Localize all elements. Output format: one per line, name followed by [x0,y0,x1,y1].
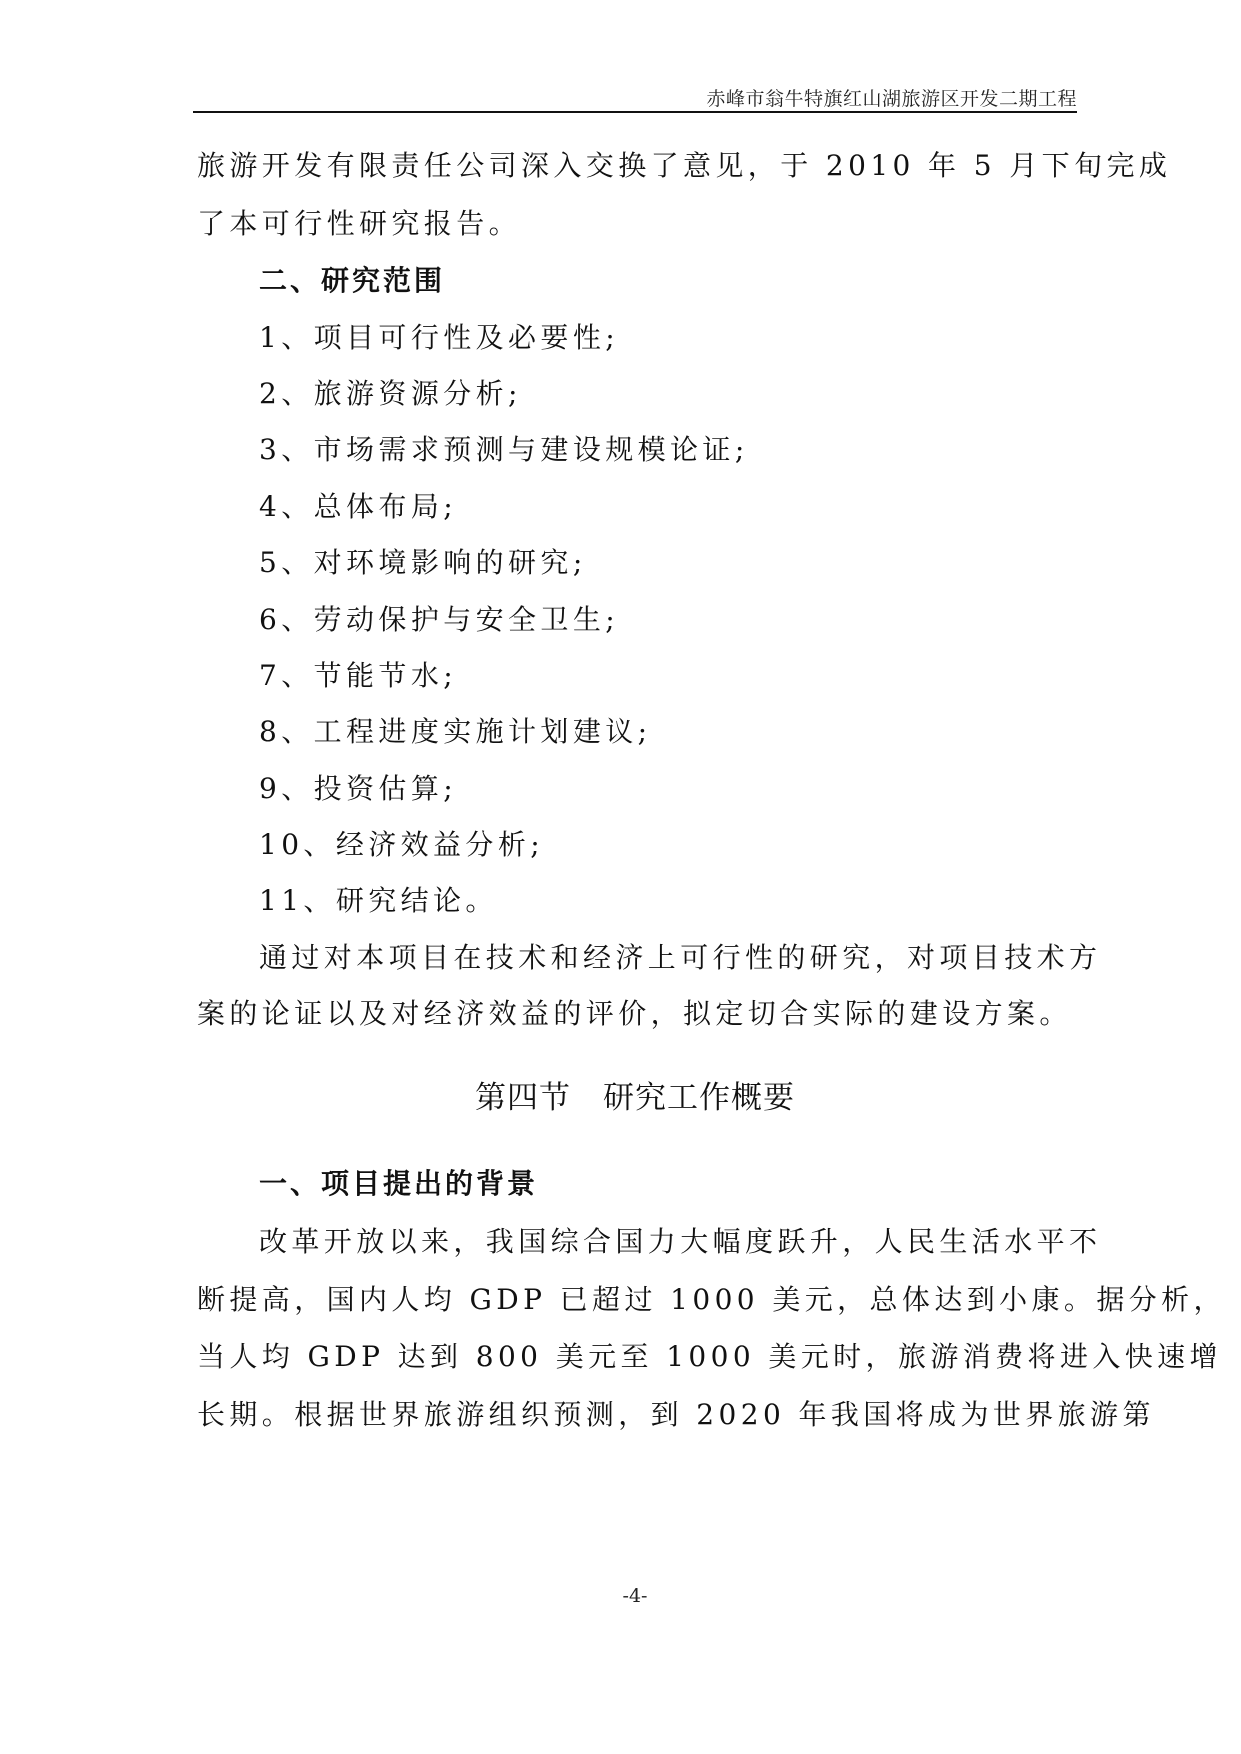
list-item: 6、劳动保护与安全卫生; [259,603,620,636]
list-item: 7、节能节水; [259,659,458,692]
list-item: 1、项目可行性及必要性; [259,321,620,354]
body-text-line: 长期。根据世界旅游组织预测，到 2020 年我国将成为世界旅游第 [197,1398,1155,1431]
list-item: 2、旅游资源分析; [259,377,522,410]
subsection-heading: 一、项目提出的背景 [259,1167,539,1200]
page-number: -4- [622,1585,648,1607]
list-item: 9、投资估算; [259,772,458,805]
body-text-line: 了本可行性研究报告。 [197,207,522,240]
running-header: 赤峰市翁牛特旗红山湖旅游区开发二期工程 [706,88,1077,110]
header-rule [193,111,1077,113]
list-item: 10、经济效益分析; [259,828,545,861]
scope-heading: 二、研究范围 [259,264,446,297]
body-text-line: 改革开放以来，我国综合国力大幅度跃升，人民生活水平不 [259,1225,1102,1258]
list-item: 5、对环境影响的研究; [259,546,587,579]
body-text-line: 案的论证以及对经济效益的评价，拟定切合实际的建设方案。 [197,997,1072,1030]
body-text-line: 通过对本项目在技术和经济上可行性的研究，对项目技术方 [259,941,1102,974]
list-item: 3、市场需求预测与建设规模论证; [259,433,749,466]
body-text-line: 断提高，国内人均 GDP 已超过 1000 美元，总体达到小康。据分析， [197,1283,1226,1316]
list-item: 4、总体布局; [259,490,458,523]
list-item: 8、工程进度实施计划建议; [259,715,652,748]
section-title: 第四节 研究工作概要 [475,1080,795,1116]
list-item: 11、研究结论。 [259,884,498,917]
body-text-line: 旅游开发有限责任公司深入交换了意见，于 2010 年 5 月下旬完成 [197,149,1172,182]
body-text-line: 当人均 GDP 达到 800 美元至 1000 美元时，旅游消费将进入快速增 [197,1340,1222,1373]
